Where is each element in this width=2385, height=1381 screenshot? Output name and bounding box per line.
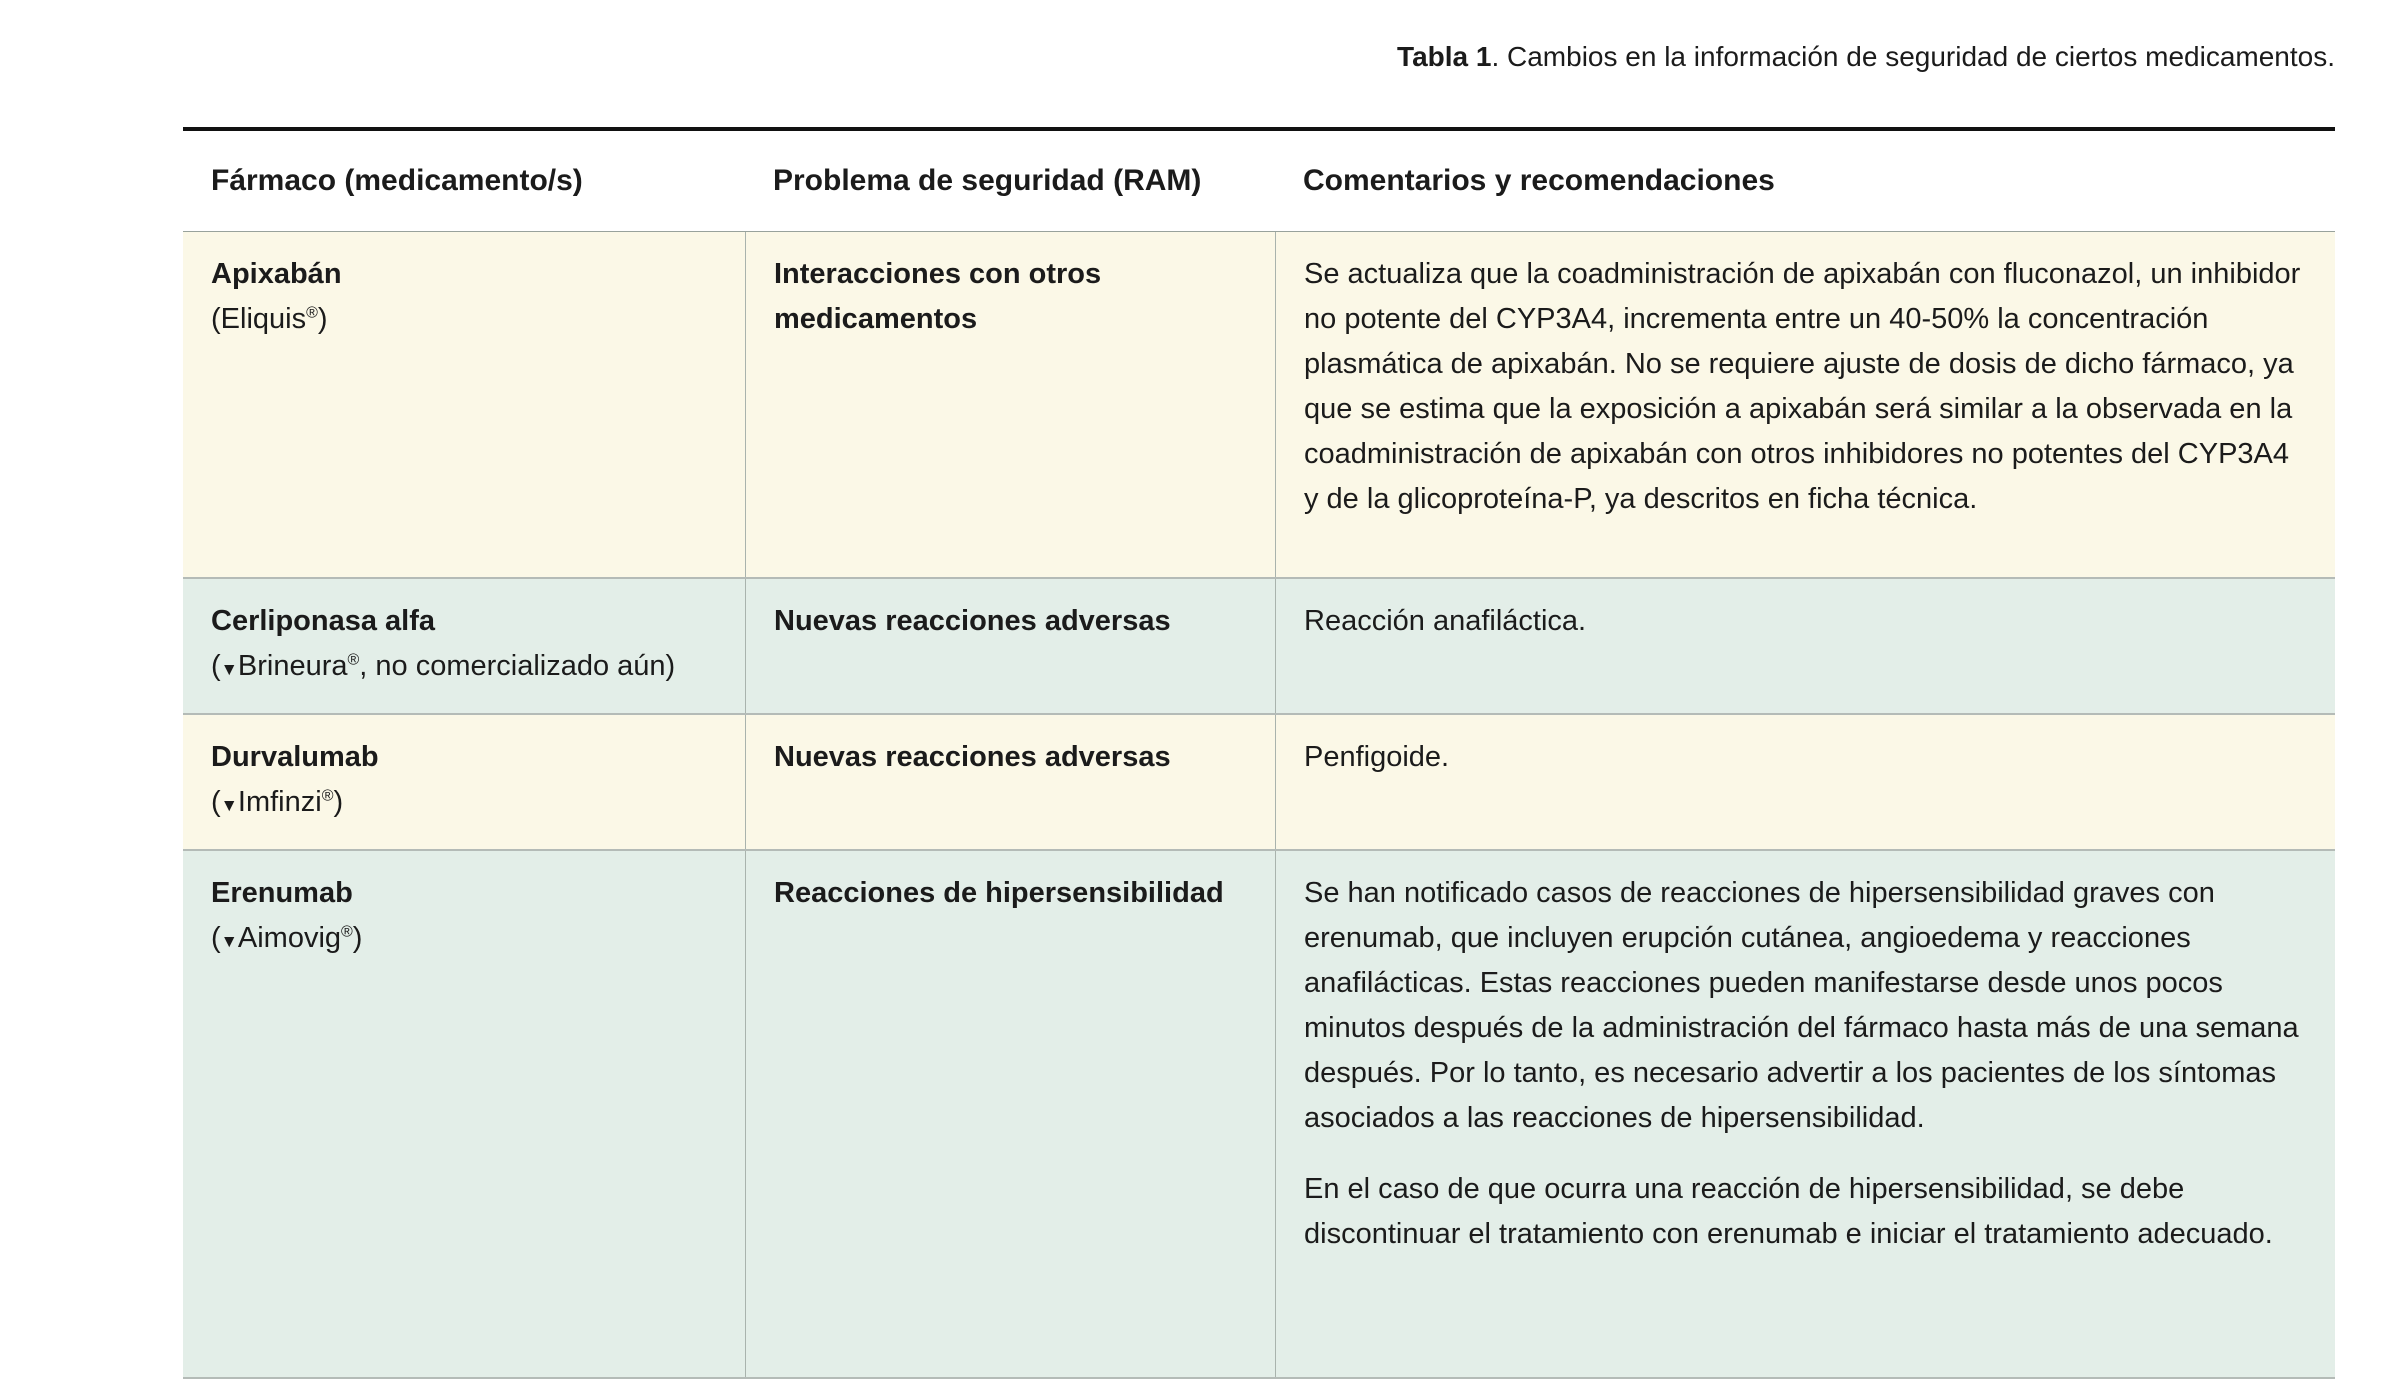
problem-cell: Reacciones de hipersensibilidad bbox=[745, 851, 1275, 1377]
drug-name: Cerliponasa alfa bbox=[211, 605, 436, 637]
table-row bbox=[183, 232, 2335, 577]
comments-paragraph: Se actualiza que la coadministración de apixabán con fluconazol, un inhibidor no potente del CYP3A4, incrementa entre un 40-50% la concentración plasmática de apixabán. No se requiere ajuste de dosis de dicho fármaco, ya que se estima que la exposición a apixabán será similar a la observada en la coadministración de apixabán con otros inhibidores no potentes del CYP3A4 y de la glicoproteína-P, ya descritos en ficha técnica. bbox=[1304, 258, 2301, 515]
table-caption-text: . Cambios en la información de seguridad de ciertos medicamentos. bbox=[1491, 41, 2335, 72]
drug-brand: (▼Aimovig®) bbox=[211, 922, 363, 954]
comments-cell bbox=[1275, 579, 2335, 713]
drug-brand: (▼Brineura®, no comercializado aún) bbox=[211, 650, 676, 682]
registered-mark-icon: ® bbox=[321, 787, 334, 805]
problem-cell: Interacciones con otros medicamentos bbox=[745, 232, 1275, 577]
comments-cell bbox=[1275, 232, 2335, 577]
registered-mark-icon: ® bbox=[341, 923, 353, 941]
drug-brand: (▼Imfinzi®) bbox=[211, 786, 344, 818]
drug-brand: (Eliquis®) bbox=[211, 303, 328, 335]
header-comentarios: Comentarios y recomendaciones bbox=[1303, 164, 1775, 197]
table-row bbox=[183, 577, 2335, 713]
black-triangle-icon: ▼ bbox=[220, 659, 238, 679]
black-triangle-icon: ▼ bbox=[220, 795, 238, 815]
problem-cell: Nuevas reacciones adversas bbox=[745, 715, 1275, 849]
safety-table bbox=[183, 127, 2335, 1379]
table-body bbox=[183, 232, 2335, 1379]
table-caption-number: Tabla 1 bbox=[1397, 41, 1492, 72]
table-header-row bbox=[183, 131, 2335, 232]
drug-cell bbox=[183, 851, 745, 1377]
problem-cell: Nuevas reacciones adversas bbox=[745, 579, 1275, 713]
drug-name: Erenumab bbox=[211, 877, 353, 909]
table-row bbox=[183, 713, 2335, 849]
black-triangle-icon: ▼ bbox=[220, 931, 238, 951]
drug-name: Apixabán bbox=[211, 258, 342, 290]
header-farmaco: Fármaco (medicamento/s) bbox=[211, 164, 583, 197]
comments-cell bbox=[1275, 851, 2335, 1377]
comments-cell bbox=[1275, 715, 2335, 849]
registered-mark-icon: ® bbox=[306, 304, 318, 322]
table-caption bbox=[1397, 40, 2335, 74]
comments-paragraph: Reacción anafiláctica. bbox=[1304, 605, 1587, 637]
table-row bbox=[183, 849, 2335, 1377]
comments-paragraph: Penfigoide. bbox=[1304, 741, 1450, 773]
drug-cell bbox=[183, 715, 745, 849]
registered-mark-icon: ® bbox=[347, 651, 360, 669]
comments-paragraph: Se han notificado casos de reacciones de hipersensibilidad graves con erenumab, que incluyen erupción cutánea, angioedema y reacciones anafilácticas. Estas reacciones pueden manifestarse desde unos pocos minutos después de la administración del fármaco hasta más de una semana después. Por lo tanto, es necesario advertir a los pacientes de los síntomas asociados a las reacciones de hipersensibilidad. bbox=[1304, 877, 2299, 1134]
comments-paragraph: En el caso de que ocurra una reacción de hipersensibilidad, se debe discontinuar el tratamiento con erenumab e iniciar el tratamiento adecuado. bbox=[1304, 1173, 2273, 1250]
drug-name: Durvalumab bbox=[211, 741, 379, 773]
header-problema: Problema de seguridad (RAM) bbox=[773, 164, 1202, 197]
drug-cell bbox=[183, 579, 745, 713]
drug-cell bbox=[183, 232, 745, 577]
